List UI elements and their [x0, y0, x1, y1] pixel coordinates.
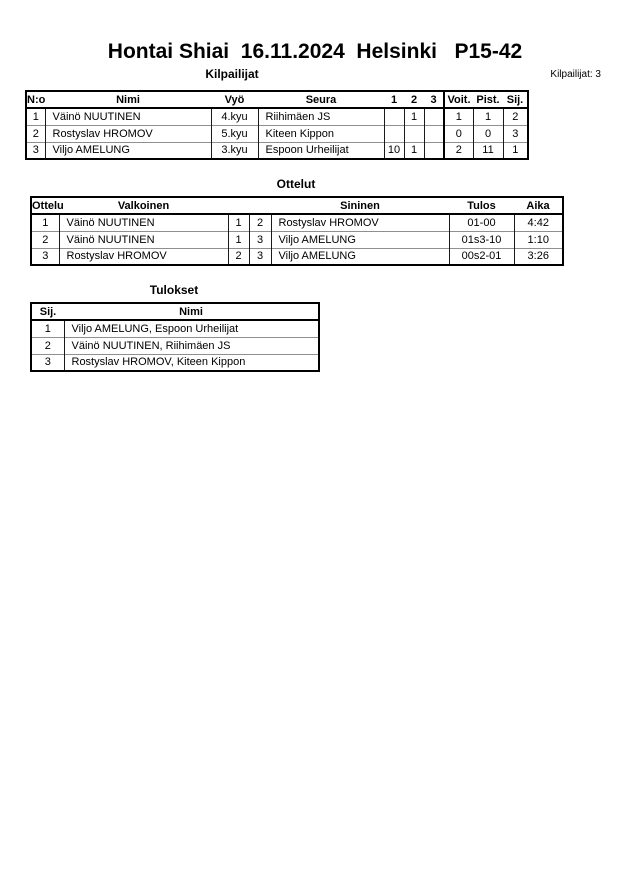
- cell-no: 3: [26, 142, 45, 159]
- col-header-2: 2: [404, 91, 424, 108]
- cell-valkoinen: Rostyslav HROMOV: [59, 248, 228, 265]
- cell-nimi: Rostyslav HROMOV, Kiteen Kippon: [64, 354, 319, 371]
- competitor-count-label: Kilpailijat: 3: [550, 69, 601, 80]
- cell-score-1: 10: [384, 142, 404, 159]
- col-header-nimi: Nimi: [64, 303, 319, 320]
- kilpailijat-section: [25, 90, 529, 160]
- cell-sij: 3: [31, 354, 64, 371]
- table-row: [31, 320, 319, 337]
- kilpailijat-header-row: [26, 91, 528, 108]
- cell-sij: 1: [31, 320, 64, 337]
- table-row: [26, 108, 528, 125]
- cell-nimi: Viljo AMELUNG: [45, 142, 211, 159]
- col-header-vyo: Vyö: [211, 91, 258, 108]
- col-header-ottelu: Ottelu: [31, 197, 59, 214]
- cell-valkoinen: Väinö NUUTINEN: [59, 231, 228, 248]
- cell-seura: Riihimäen JS: [258, 108, 384, 125]
- table-row: [31, 231, 563, 248]
- cell-white-num: 1: [228, 231, 249, 248]
- cell-sininen: Rostyslav HROMOV: [271, 214, 449, 231]
- cell-vyo: 3.kyu: [211, 142, 258, 159]
- section-title-tulokset: Tulokset: [149, 283, 199, 297]
- cell-seura: Espoon Urheilijat: [258, 142, 384, 159]
- col-header-blue-num: [249, 197, 271, 214]
- cell-tulos: 01s3-10: [449, 231, 514, 248]
- cell-score-2: [404, 125, 424, 142]
- ottelut-table: [30, 196, 564, 266]
- table-row: [31, 337, 319, 354]
- cell-aika: 3:26: [514, 248, 563, 265]
- cell-voit: 2: [444, 142, 473, 159]
- ottelut-header-row: [31, 197, 563, 214]
- table-row: [31, 354, 319, 371]
- tulokset-section: [30, 283, 318, 372]
- cell-sij: 2: [503, 108, 528, 125]
- cell-sininen: Viljo AMELUNG: [271, 248, 449, 265]
- table-row: [31, 248, 563, 265]
- cell-nimi: Viljo AMELUNG, Espoon Urheilijat: [64, 320, 319, 337]
- col-header-pist: Pist.: [473, 91, 503, 108]
- col-header-aika: Aika: [514, 197, 563, 214]
- cell-score-2: 1: [404, 108, 424, 125]
- tulokset-table: [30, 302, 320, 372]
- col-header-white-num: [228, 197, 249, 214]
- cell-nimi: Väinö NUUTINEN: [45, 108, 211, 125]
- cell-ottelu: 1: [31, 214, 59, 231]
- section-title-ottelut: Ottelut: [276, 177, 316, 191]
- cell-score-3: [424, 142, 444, 159]
- col-header-valkoinen: Valkoinen: [59, 197, 228, 214]
- cell-no: 2: [26, 125, 45, 142]
- cell-tulos: 00s2-01: [449, 248, 514, 265]
- col-header-sij: Sij.: [503, 91, 528, 108]
- col-header-seura: Seura: [258, 91, 384, 108]
- cell-sij: 1: [503, 142, 528, 159]
- kilpailijat-table: [25, 90, 529, 160]
- cell-pist: 0: [473, 125, 503, 142]
- col-header-tulos: Tulos: [449, 197, 514, 214]
- cell-score-3: [424, 125, 444, 142]
- cell-no: 1: [26, 108, 45, 125]
- cell-voit: 1: [444, 108, 473, 125]
- cell-sininen: Viljo AMELUNG: [271, 231, 449, 248]
- cell-white-num: 2: [228, 248, 249, 265]
- cell-blue-num: 2: [249, 214, 271, 231]
- cell-sij: 2: [31, 337, 64, 354]
- table-row: [31, 214, 563, 231]
- cell-vyo: 4.kyu: [211, 108, 258, 125]
- cell-aika: 4:42: [514, 214, 563, 231]
- cell-score-2: 1: [404, 142, 424, 159]
- cell-valkoinen: Väinö NUUTINEN: [59, 214, 228, 231]
- cell-sij: 3: [503, 125, 528, 142]
- table-row: [26, 142, 528, 159]
- cell-score-1: [384, 108, 404, 125]
- cell-seura: Kiteen Kippon: [258, 125, 384, 142]
- tulokset-header-row: [31, 303, 319, 320]
- col-header-voit: Voit.: [444, 91, 473, 108]
- cell-voit: 0: [444, 125, 473, 142]
- cell-blue-num: 3: [249, 248, 271, 265]
- table-row: [26, 125, 528, 142]
- cell-white-num: 1: [228, 214, 249, 231]
- cell-aika: 1:10: [514, 231, 563, 248]
- cell-ottelu: 3: [31, 248, 59, 265]
- section-title-kilpailijat: Kilpailijat: [205, 67, 259, 81]
- col-header-no: N:o: [26, 91, 45, 108]
- cell-blue-num: 3: [249, 231, 271, 248]
- cell-vyo: 5.kyu: [211, 125, 258, 142]
- cell-tulos: 01-00: [449, 214, 514, 231]
- cell-ottelu: 2: [31, 231, 59, 248]
- col-header-sininen: Sininen: [271, 197, 449, 214]
- cell-score-3: [424, 108, 444, 125]
- page-title: Hontai Shiai 16.11.2024 Helsinki P15-42: [107, 40, 523, 63]
- cell-pist: 1: [473, 108, 503, 125]
- col-header-3: 3: [424, 91, 444, 108]
- col-header-sij: Sij.: [31, 303, 64, 320]
- cell-nimi: Rostyslav HROMOV: [45, 125, 211, 142]
- col-header-1: 1: [384, 91, 404, 108]
- ottelut-section: [30, 177, 562, 266]
- cell-pist: 11: [473, 142, 503, 159]
- cell-nimi: Väinö NUUTINEN, Riihimäen JS: [64, 337, 319, 354]
- cell-score-1: [384, 125, 404, 142]
- col-header-nimi: Nimi: [45, 91, 211, 108]
